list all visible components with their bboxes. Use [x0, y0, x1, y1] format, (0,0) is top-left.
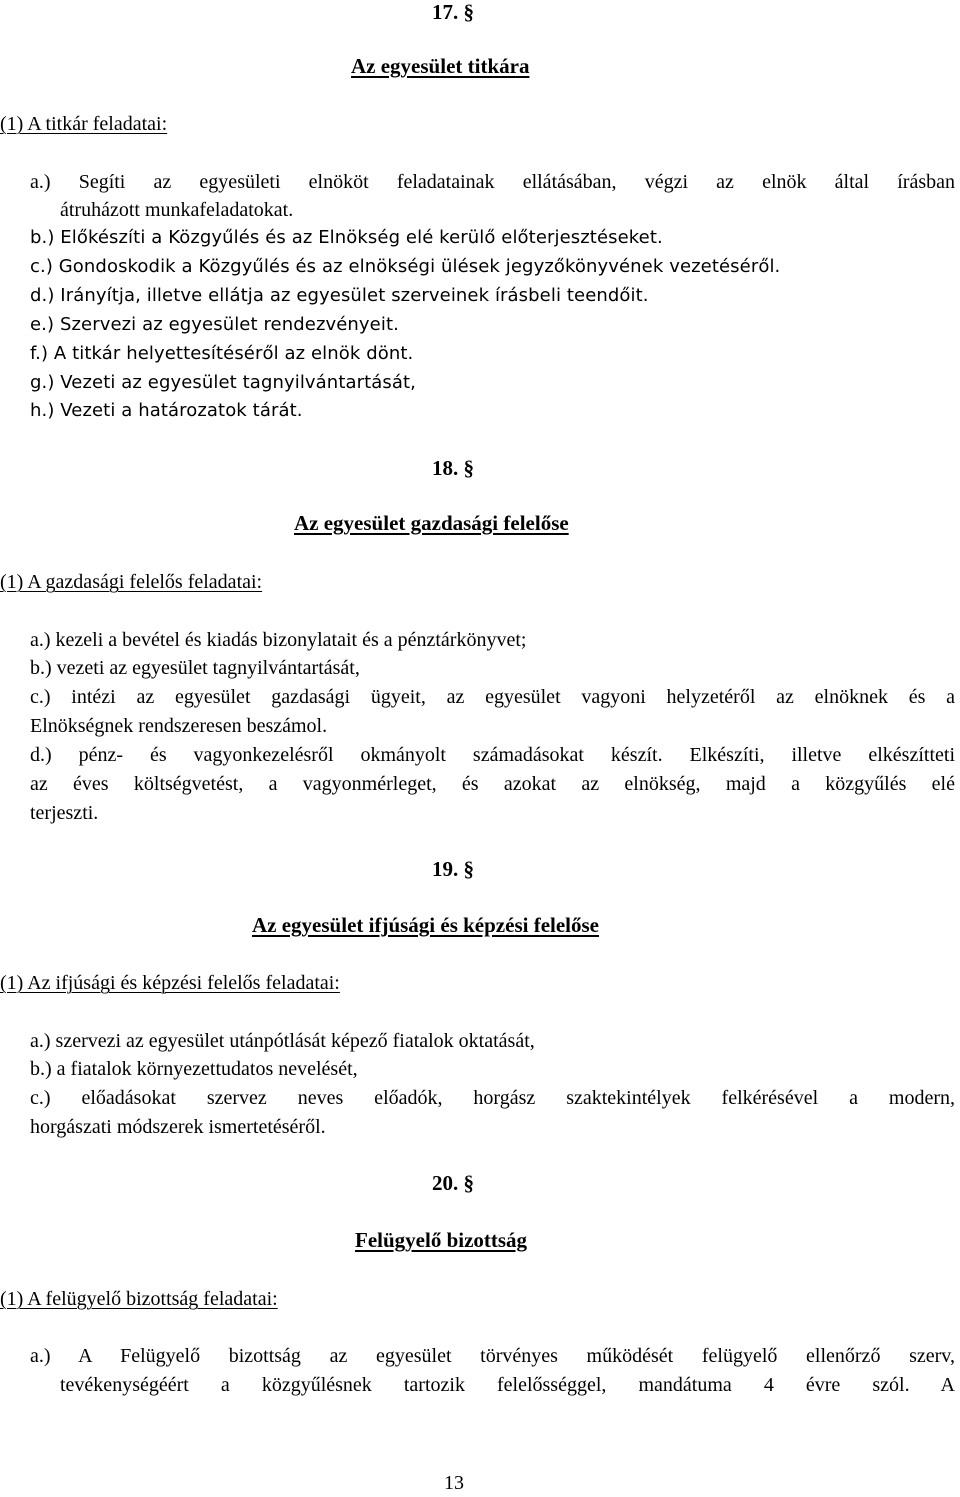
section-19-item-a: a.) szervezi az egyesület utánpótlását képező fiatalok oktatását, — [30, 1030, 535, 1052]
section-17-title: Az egyesület titkára — [351, 54, 530, 78]
section-17-item-d: d.) Irányítja, illetve ellátja az egyesület szerveinek írásbeli teendőit. — [30, 285, 649, 306]
section-18-item-d-line1: d.) pénz- és vagyonkezelésről okmányolt számadásokat készít. Elkészíti, illetve elkészítteti — [30, 744, 955, 766]
section-20-item-a-line1: a.) A Felügyelő bizottság az egyesület törvényes működését felügyelő ellenőrző szerv, — [30, 1345, 955, 1367]
page-number: 13 — [444, 1472, 464, 1494]
section-18-item-c-line1: c.) intézi az egyesület gazdasági ügyeit, az egyesület vagyoni helyzetéről az elnöknek és a — [30, 686, 955, 708]
section-18-title: Az egyesület gazdasági felelőse — [294, 511, 569, 535]
section-18-intro: (1) A gazdasági felelős feladatai: — [0, 571, 263, 593]
section-17-item-e: e.) Szervezi az egyesület rendezvényeit. — [30, 314, 399, 335]
section-17-item-c: c.) Gondoskodik a Közgyűlés és az elnökségi ülések jegyzőkönyvének vezetéséről. — [30, 256, 781, 277]
section-19-item-b: b.) a fiatalok környezettudatos nevelését, — [30, 1058, 358, 1080]
section-20-item-a-line2: tevékenységéért a közgyűlésnek tartozik felelősséggel, mandátuma 4 évre szól. A — [60, 1374, 955, 1396]
section-18-number: 18. § — [432, 456, 474, 480]
section-17-item-g: g.) Vezeti az egyesület tagnyilvántartását, — [30, 372, 416, 393]
section-19-item-c-line1: c.) előadásokat szervez neves előadók, horgász szaktekintélyek felkérésével a modern, — [30, 1087, 955, 1109]
section-18-item-d-line2: az éves költségvetést, a vagyonmérleget, és azokat az elnökség, majd a közgyűlés elé — [30, 773, 955, 795]
section-19-number: 19. § — [432, 857, 474, 881]
section-19-title: Az egyesület ifjúsági és képzési felelőse — [252, 913, 600, 937]
section-20-number: 20. § — [432, 1171, 474, 1195]
section-19-intro: (1) Az ifjúsági és képzési felelős feladatai: — [0, 972, 340, 994]
section-17-item-b: b.) Előkészíti a Közgyűlés és az Elnökség elé kerülő előterjesztéseket. — [30, 227, 663, 248]
section-17-item-a-line2: átruházott munkafeladatokat. — [60, 199, 294, 221]
section-17-intro: (1) A titkár feladatai: — [0, 113, 168, 135]
section-17-item-a-line1: a.) Segíti az egyesületi elnököt feladatainak ellátásában, végzi az elnök által írásban — [30, 171, 955, 193]
section-19-item-c-line2: horgászati módszerek ismertetéséről. — [30, 1116, 326, 1138]
section-17-item-h: h.) Vezeti a határozatok tárát. — [30, 400, 303, 421]
section-17-number: 17. § — [432, 0, 474, 24]
section-18-item-c-line2: Elnökségnek rendszeresen beszámol. — [30, 715, 328, 737]
section-18-item-a: a.) kezeli a bevétel és kiadás bizonylatait és a pénztárkönyvet; — [30, 629, 527, 651]
section-18-item-b: b.) vezeti az egyesület tagnyilvántartását, — [30, 657, 360, 679]
section-20-intro: (1) A felügyelő bizottság feladatai: — [0, 1288, 278, 1310]
section-20-title: Felügyelő bizottság — [355, 1228, 528, 1252]
section-17-item-f: f.) A titkár helyettesítéséről az elnök dönt. — [30, 343, 414, 364]
section-18-item-d-line3: terjeszti. — [30, 802, 99, 824]
